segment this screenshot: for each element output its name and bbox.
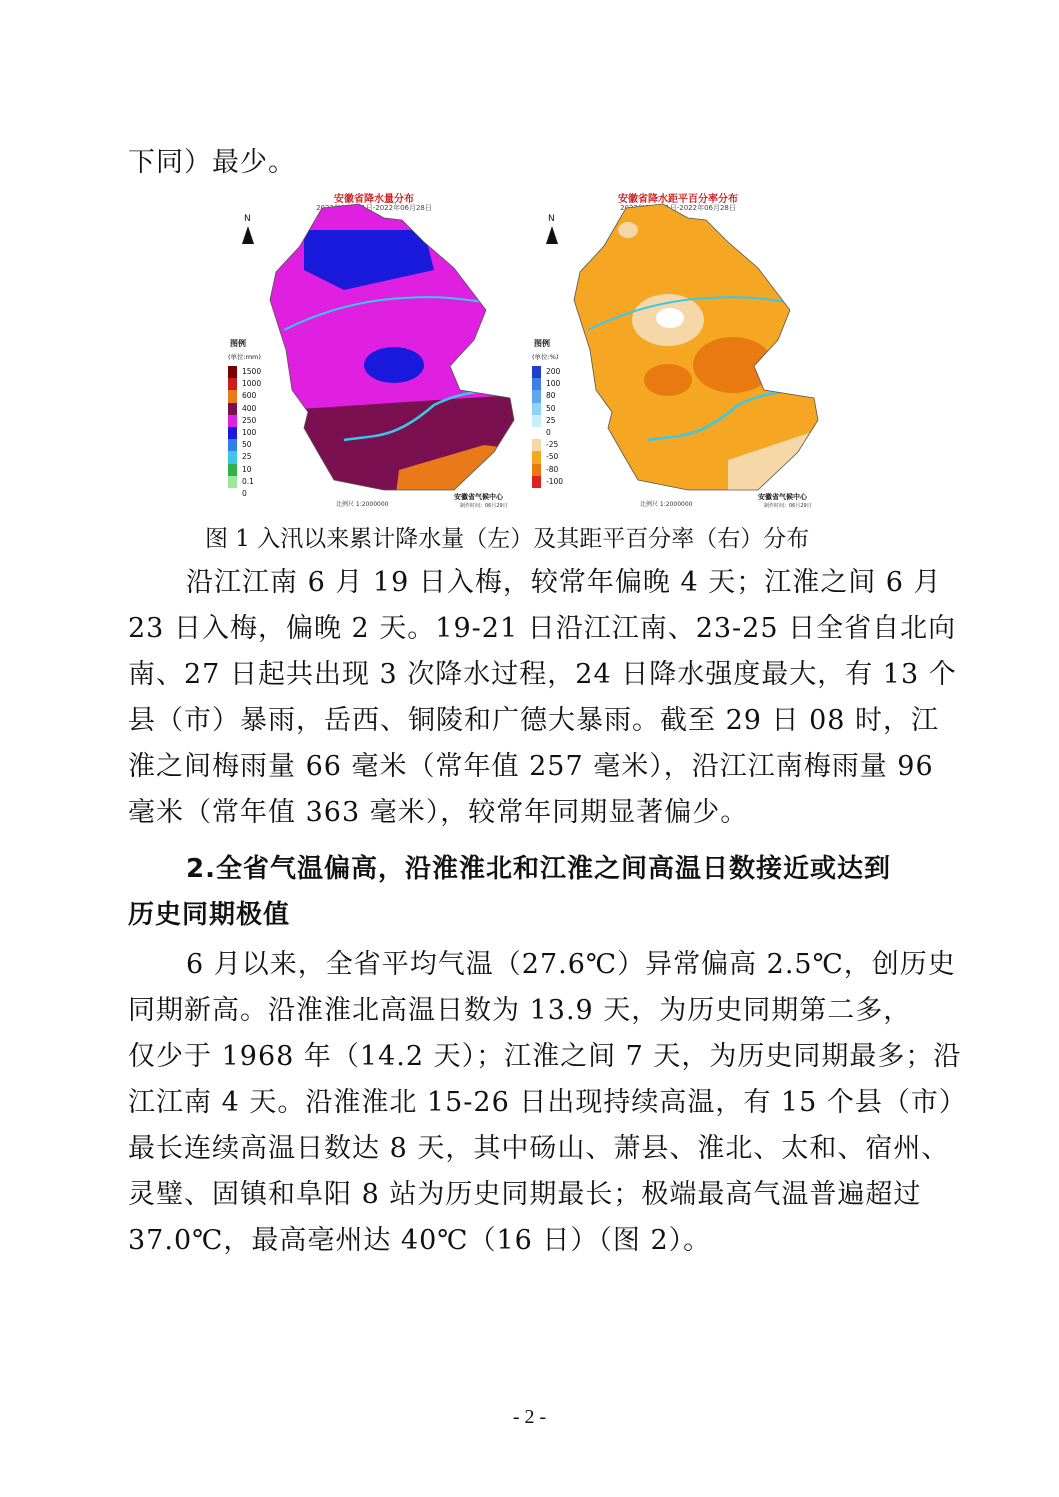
paragraph-line: 淮之间梅雨量 66 毫米（常年值 257 毫米），沿江江南梅雨量 96	[128, 751, 934, 782]
legend-label: -80	[546, 464, 559, 474]
legend-item	[228, 378, 268, 390]
legend-item	[532, 366, 572, 378]
legend-item	[532, 403, 572, 415]
legend-item	[228, 366, 268, 378]
legend-label: 25	[242, 452, 252, 462]
legend-swatch	[532, 403, 541, 415]
north-label: N	[244, 214, 251, 224]
legend-label: -25	[546, 440, 559, 450]
legend-swatch	[532, 427, 541, 439]
legend-item	[228, 403, 268, 415]
paragraph-line: 灵璧、固镇和阜阳 8 站为历史同期最长；极端最高气温普遍超过	[128, 1179, 922, 1210]
legend-swatch	[532, 415, 541, 427]
map-made-date: 制作时间：06月29日	[460, 503, 508, 509]
legend-swatch	[228, 390, 237, 402]
legend-label: 250	[242, 415, 257, 425]
map-organization: 安徽省气候中心	[758, 493, 807, 501]
paragraph-line: 23 日入梅，偏晚 2 天。19-21 日沿江江南、23-25 日全省自北向	[128, 613, 957, 644]
anomaly-map-graphic	[528, 190, 828, 510]
legend-swatch	[228, 403, 237, 415]
figure-caption: 图 1 入汛以来累计降水量（左）及其距平百分率（右）分布	[205, 526, 810, 552]
section-heading: 2.全省气温偏高，沿淮淮北和江淮之间高温日数接近或达到	[186, 854, 891, 884]
legend-item	[228, 488, 268, 500]
legend-label: 10	[242, 464, 252, 474]
legend-label: 1500	[242, 367, 262, 376]
legend-label: 50	[242, 440, 252, 450]
paragraph-line: 6 月以来，全省平均气温（27.6℃）异常偏高 2.5℃，创历史	[186, 949, 956, 980]
legend-swatch	[228, 415, 237, 427]
legend-item	[532, 464, 572, 476]
legend-swatch	[228, 451, 237, 463]
legend-item	[228, 476, 268, 488]
legend-label: 200	[546, 367, 561, 376]
legend-item	[228, 415, 268, 427]
legend-label: 25	[546, 415, 556, 425]
legend-swatch	[532, 439, 541, 451]
paragraph-line: 县（市）暴雨，岳西、铜陵和广德大暴雨。截至 29 日 08 时，江	[128, 705, 940, 736]
legend-item	[228, 390, 268, 402]
map-scale: 比例尺 1:2000000	[336, 501, 389, 508]
legend-swatch	[532, 390, 541, 402]
paragraph-line: 沿江江南 6 月 19 日入梅，较常年偏晚 4 天；江淮之间 6 月	[186, 567, 942, 598]
legend-swatch	[228, 476, 237, 488]
legend-unit: (单位:%)	[532, 353, 559, 361]
legend-swatch	[228, 366, 237, 378]
legend-label: 1000	[242, 379, 262, 389]
legend-title: 图例	[534, 339, 550, 348]
legend-label: -100	[546, 476, 564, 486]
legend-label: 100	[546, 379, 561, 389]
legend-item	[532, 415, 572, 427]
legend-item	[228, 427, 268, 439]
legend-swatch	[228, 439, 237, 451]
section-heading: 历史同期极值	[128, 900, 291, 930]
legend-item	[228, 451, 268, 463]
precipitation-legend	[228, 366, 268, 500]
legend-label: 400	[242, 403, 257, 413]
map-made-date: 制作时间：06月29日	[764, 503, 812, 509]
paragraph-line: 同期新高。沿淮淮北高温日数为 13.9 天，为历史同期第二多，	[128, 995, 912, 1026]
legend-swatch	[532, 464, 541, 476]
paragraph-line: 下同）最少。	[128, 147, 296, 178]
legend-item	[532, 378, 572, 390]
legend-label: 50	[546, 403, 556, 413]
legend-swatch	[532, 451, 541, 463]
anomaly-map	[528, 190, 828, 510]
legend-item	[228, 464, 268, 476]
north-label: N	[548, 214, 555, 224]
legend-label: 0	[242, 488, 247, 498]
legend-item	[532, 476, 572, 488]
paragraph-line: 江江南 4 天。沿淮淮北 15-26 日出现持续高温，有 15 个县（市）	[128, 1087, 967, 1118]
paragraph-line: 最长连续高温日数达 8 天，其中砀山、萧县、淮北、太和、宿州、	[128, 1133, 950, 1164]
legend-label: 0	[546, 427, 551, 437]
legend-swatch	[228, 378, 237, 390]
paragraph-line: 南、27 日起共出现 3 次降水过程，24 日降水强度最大，有 13 个	[128, 659, 957, 690]
anomaly-legend	[532, 366, 572, 488]
legend-unit: (单位:mm)	[228, 353, 261, 361]
legend-label: 0.1	[242, 476, 254, 486]
legend-item	[532, 451, 572, 463]
legend-swatch	[532, 378, 541, 390]
map-organization: 安徽省气候中心	[454, 493, 503, 501]
legend-label: -50	[546, 452, 559, 462]
paragraph-line: 37.0℃，最高亳州达 40℃（16 日）（图 2）。	[128, 1225, 712, 1256]
precipitation-map-graphic	[224, 190, 524, 510]
map-date-range: 2022年05月01日-2022年06月28日	[620, 204, 736, 212]
legend-swatch	[228, 427, 237, 439]
paragraph-line: 毫米（常年值 363 毫米），较常年同期显著偏少。	[128, 797, 749, 828]
precipitation-map	[224, 190, 524, 510]
legend-label: 80	[546, 391, 556, 401]
legend-item	[532, 427, 572, 439]
paragraph-line: 仅少于 1968 年（14.2 天）；江淮之间 7 天，为历史同期最多；沿	[128, 1041, 962, 1072]
map-date-range: 2022年05月01日-2022年06月28日	[316, 204, 432, 212]
legend-label: 100	[242, 427, 257, 437]
legend-item	[228, 439, 268, 451]
legend-swatch	[532, 476, 541, 488]
legend-item	[532, 439, 572, 451]
map-scale: 比例尺 1:2000000	[640, 501, 693, 508]
legend-item	[532, 390, 572, 402]
legend-label: 600	[242, 391, 257, 401]
map-title: 安徽省降水距平百分率分布	[618, 194, 738, 205]
legend-swatch	[228, 488, 237, 500]
legend-swatch	[228, 464, 237, 476]
map-title: 安徽省降水量分布	[334, 194, 414, 205]
page-number: - 2 -	[512, 1406, 547, 1428]
legend-title: 图例	[230, 339, 246, 348]
legend-swatch	[532, 366, 541, 378]
